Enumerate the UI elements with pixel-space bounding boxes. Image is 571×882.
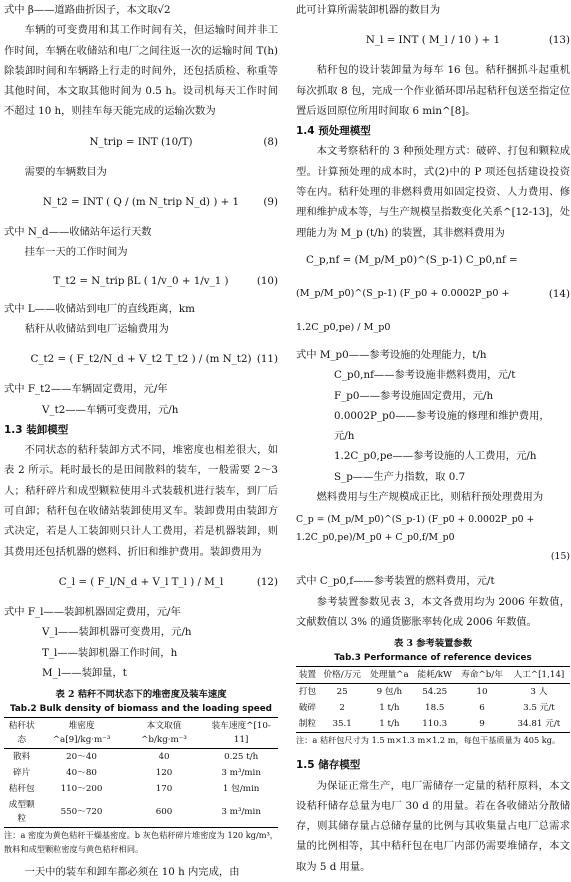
- table-cell: 9 包/h: [376, 687, 403, 698]
- table-cell: 550～720: [39, 797, 123, 828]
- vl-definition: V_l——装卸机器可变费用，元/h: [42, 626, 192, 639]
- section-1-5-heading: 1.5 储存模型: [296, 759, 361, 772]
- table-cell: 10: [476, 687, 488, 698]
- section-1-3-heading: 1.3 装卸模型: [4, 423, 69, 436]
- table-cell: 110～200: [60, 784, 103, 795]
- equation-14-line-2-body: (M_p/M_p0)^(S_p-1) (F_p0 + 0.0002P_p0 + 1.2C_p0,pe) / M_p0: [296, 287, 510, 333]
- table-cell: 600: [124, 797, 205, 828]
- baler-paragraph: 秸秆包的设计装卸量为每车 16 包。秸秆捆抓斗起重机每次抓取 8 包，完成一个作业循环即吊起秸秆包送至指定位置后返回原位所用时间取 6 min^[8]。: [296, 64, 570, 117]
- equation-10-number: (10): [256, 274, 278, 287]
- equation-14-number: (14): [548, 287, 570, 300]
- ml-definition: M_l——装卸量，t: [42, 666, 127, 679]
- table-2: [4, 687, 278, 856]
- table-3-header: 装置: [296, 667, 319, 684]
- ft2-definition: 式中 F_t2——车辆固定费用，元/年: [4, 383, 168, 396]
- equation-14-line-1: C_p,nf = (M_p/M_p0)^(S_p-1) C_p0,nf =: [306, 253, 518, 266]
- table-cell: 破碎: [298, 703, 317, 714]
- table-2-grid: [4, 717, 278, 828]
- fl-definition: 式中 F_l——装卸机器固定费用，元/年: [4, 605, 181, 618]
- left-column: [4, 0, 278, 882]
- table-2-header: 装车速度^[10-11]: [204, 718, 278, 749]
- table-2-note: 注：a 密度为黄色秸秆干燥基密度。b 灰色秸秆碎片堆密度为 120 kg/m³，散料和成型颗粒密度与黄色秸秆相同。: [4, 830, 278, 855]
- equation-8: [4, 122, 278, 162]
- table-3-note: 注：a 秸秆包尺寸为 1.5 m×1.3 m×1.2 m，每包干基质量为 405 kg。: [296, 735, 561, 746]
- mp0-definition: 式中 M_p0——参考设施的处理能力，t/h: [296, 348, 487, 361]
- cp0nf-definition: C_p0,nf——参考设施非燃料费用，元/t: [334, 369, 516, 382]
- storage-paragraph: 为保证正常生产，电厂需储存一定量的秸秆原料，本文设秸秆储存总量为电厂 30 d 的用量。若在各收储站分散储存，则其储存量占总储存量的比例与其收集量占电厂总需求量的比例相等，其中秸秆包在电厂内部仍需要堆储存，本文取为 5 d 用量。: [296, 779, 570, 873]
- tl-definition: T_l——装卸机器工作时间，h: [42, 646, 178, 659]
- loading-paragraph: 不同状态的秸秆装卸方式不同，堆密度也相差很大，如表 2 所示。耗时最长的是田间散料的装车，一般需要 2～3 人；秸秆碎片和成型颗粒使用斗式装载机进行装车，到厂后可自卸；秸秆包在收储站装卸使用叉车。装卸费用由装卸方式决定，若是人工装卸则只计人工费用，若是机器装卸，则其费用还包括机器的燃料、折旧和维护费用。装卸费用为: [4, 444, 278, 558]
- table-row: [4, 797, 278, 828]
- equation-9-body: N_t2 = INT ( Q / (m N_trip N_d) ) + 1: [42, 196, 240, 209]
- vehicle-cost-definitions: [4, 379, 278, 420]
- equation-14-line-2: [296, 277, 570, 345]
- equation-15-number-row: [296, 547, 570, 567]
- table-cell: 25: [336, 687, 348, 698]
- table-cell: 54.25: [422, 687, 448, 698]
- vehicles-paragraph: 需要的车辆数目为: [24, 165, 107, 178]
- equation-15: [296, 507, 570, 571]
- equation-11-body: C_t2 = ( F_t2/N_d + V_t2 T_t2 ) / (m N_t2): [30, 353, 252, 366]
- table-2-header: 秸秆状态: [4, 718, 39, 749]
- table-cell: 3.5 元/t: [523, 703, 555, 714]
- table-3: [296, 636, 570, 747]
- table-2-header: 堆密度^a[9]/kg·m⁻³: [39, 718, 123, 749]
- equation-11: [4, 339, 278, 379]
- table-cell: 110.3: [413, 716, 456, 733]
- table-3-header: 寿命^b/年: [456, 667, 508, 684]
- equation-11-number: (11): [256, 353, 278, 366]
- table-cell: 18.5: [425, 703, 445, 714]
- cp0f-definition: 式中 C_p0,f——参考装置的燃料费用，元/t: [296, 575, 495, 588]
- table-cell: 打包: [298, 687, 317, 698]
- equation-9-number: (9): [263, 196, 278, 209]
- table-row: [296, 716, 570, 733]
- l-definition: 式中 L——收储站到电厂的直线距离，km: [4, 302, 195, 315]
- equation-14: [296, 243, 570, 345]
- equation-13: [296, 20, 570, 60]
- fuel-paragraph: 燃料费用与生产规模成正比，则秸秆预处理费用为: [316, 491, 544, 504]
- left-tail-line: 一天中的装车和卸车都必须在 10 h 内完成，由: [24, 866, 240, 879]
- trips-paragraph: 车辆的可变费用和其工作时间有关，但运输时间并非工作时间，车辆在收储站和电厂之间往返一次的运输时间 T(h)除装卸时间和车辆路上行走的时间外，还包括质检、称重等其他时间，本文取其他时间为 0.5 h。设司机每天工作时间不超过 10 h，则挂车每天能完成的运输次数为: [4, 24, 278, 118]
- equation-12-body: C_l = ( F_l/N_d + V_l T_l ) / M_l: [58, 575, 224, 588]
- table-cell: 3 人: [530, 687, 548, 698]
- table-cell: 34.81 元/t: [508, 716, 570, 733]
- section-1-4-heading: 1.4 预处理模型: [296, 125, 371, 138]
- table-cell: 1 包/min: [222, 784, 260, 795]
- table-3-header: 能耗/kW: [413, 667, 456, 684]
- nd-definition: 式中 N_d——收储站年运行天数: [4, 226, 152, 239]
- equation-15-body: C_p = (M_p/M_p0)^(S_p-1) (F_p0 + 0.0002P_p0 + 1.2C_p0,pe)/M_p0 + C_p0,f/M_p0: [296, 514, 535, 544]
- table-cell: 35.1: [319, 716, 366, 733]
- equation-8-body: N_trip = INT (10/T): [89, 135, 193, 148]
- right-column: [296, 0, 570, 877]
- table-3-header: 处理量^a: [366, 667, 414, 684]
- fp0-definition: F_p0——参考设施固定费用，元/h: [334, 389, 494, 402]
- table-cell: 碎片: [13, 768, 31, 779]
- table-3-caption-cn: 表 3 参考装置参数: [393, 638, 473, 650]
- table-2-caption-en: Tab.2 Bulk density of biomass and the loading speed: [10, 704, 272, 715]
- table-cell: 2: [339, 703, 345, 714]
- table-2-caption-cn: 表 2 秸秆不同状态下的堆密度及装车速度: [55, 689, 227, 701]
- machines-intro: 此可计算所需装卸机器的数目为: [296, 4, 441, 16]
- reference-paragraph: 参考装置参数见表 3，本文各费用均为 2006 年数值，文献数值以 3% 的通货膨胀率转化成 2006 年数值。: [296, 595, 570, 628]
- sp-definition: S_p——生产力指数，取 0.7: [334, 470, 466, 483]
- equation-13-number: (13): [548, 34, 570, 47]
- table-cell: 40～80: [66, 768, 97, 779]
- table-cell: 9: [456, 716, 508, 733]
- table-2-header-row: [4, 718, 278, 749]
- table-3-header: 价格/万元: [319, 667, 366, 684]
- table-cell: 120: [155, 768, 173, 779]
- vt2-definition: V_t2——车辆可变费用，元/h: [42, 403, 179, 416]
- table-row: [296, 684, 570, 701]
- pretreatment-definitions: [296, 345, 570, 487]
- transport-cost-paragraph: 秸秆从收储站到电厂运输费用为: [24, 322, 169, 335]
- equation-10-body: T_t2 = N_trip βL ( 1/v_0 + 1/v_1 ): [53, 274, 229, 287]
- table-cell: 成型颗粒: [4, 797, 39, 828]
- table-cell: 1 t/h: [379, 703, 400, 714]
- table-cell: 20～40: [66, 752, 97, 763]
- table-cell: 0.25 t/h: [224, 752, 259, 763]
- worktime-paragraph: 挂车一天的工作时间为: [24, 246, 128, 259]
- table-cell: 170: [155, 784, 173, 795]
- table-cell: 秸秆包: [8, 784, 35, 795]
- cp0pe-definition: 1.2C_p0,pe——参考设施的人工费用，元/h: [334, 450, 537, 463]
- table-row: [4, 781, 278, 797]
- pretreatment-paragraph: 本文考察秸秆的 3 种预处理方式：破碎、打包和颗粒成型。计算预处理的成本时，式(2)中的 P 项还包括建设投资等在内。秸秆处理的非燃料费用如固定投资、人力费用、修理和维护成本等，与生产规模呈指数变化关系^[12-13]，处理能力为 M_p (t/h) 的装置，其非燃料费用为: [296, 145, 570, 239]
- table-row: [296, 700, 570, 716]
- equation-15-number: (15): [550, 551, 570, 563]
- beta-definition: 式中 β——道路曲折因子，本文取√2: [4, 4, 171, 16]
- equation-12: [4, 562, 278, 602]
- table-cell: 制粒: [296, 716, 319, 733]
- table-cell: 散料: [13, 752, 31, 763]
- pp0-definition: 0.0002P_p0——参考设施的修理和维护费用，元/h: [334, 409, 550, 443]
- table-row: [4, 765, 278, 781]
- table-2-header: 本文取值^b/kg·m⁻³: [124, 718, 205, 749]
- table-3-caption-en: Tab.3 Performance of reference devices: [334, 653, 532, 664]
- table-3-grid: [296, 666, 570, 733]
- table-cell: 40: [158, 752, 170, 763]
- table-row: [4, 749, 278, 766]
- equation-13-body: N_l = INT ( M_l / 10 ) + 1: [365, 34, 501, 47]
- equation-9: [4, 182, 278, 222]
- equation-10: [4, 263, 278, 299]
- table-3-header: 人工^[1,14]: [508, 667, 570, 684]
- table-cell: 6: [479, 703, 485, 714]
- table-3-header-row: [296, 667, 570, 684]
- equation-12-number: (12): [256, 575, 278, 588]
- table-cell: 3 m³/min: [221, 768, 261, 779]
- table-cell: 3 m³/min: [204, 797, 278, 828]
- table-cell: 1 t/h: [366, 716, 414, 733]
- loading-definitions: [4, 602, 278, 683]
- equation-8-number: (8): [263, 135, 278, 148]
